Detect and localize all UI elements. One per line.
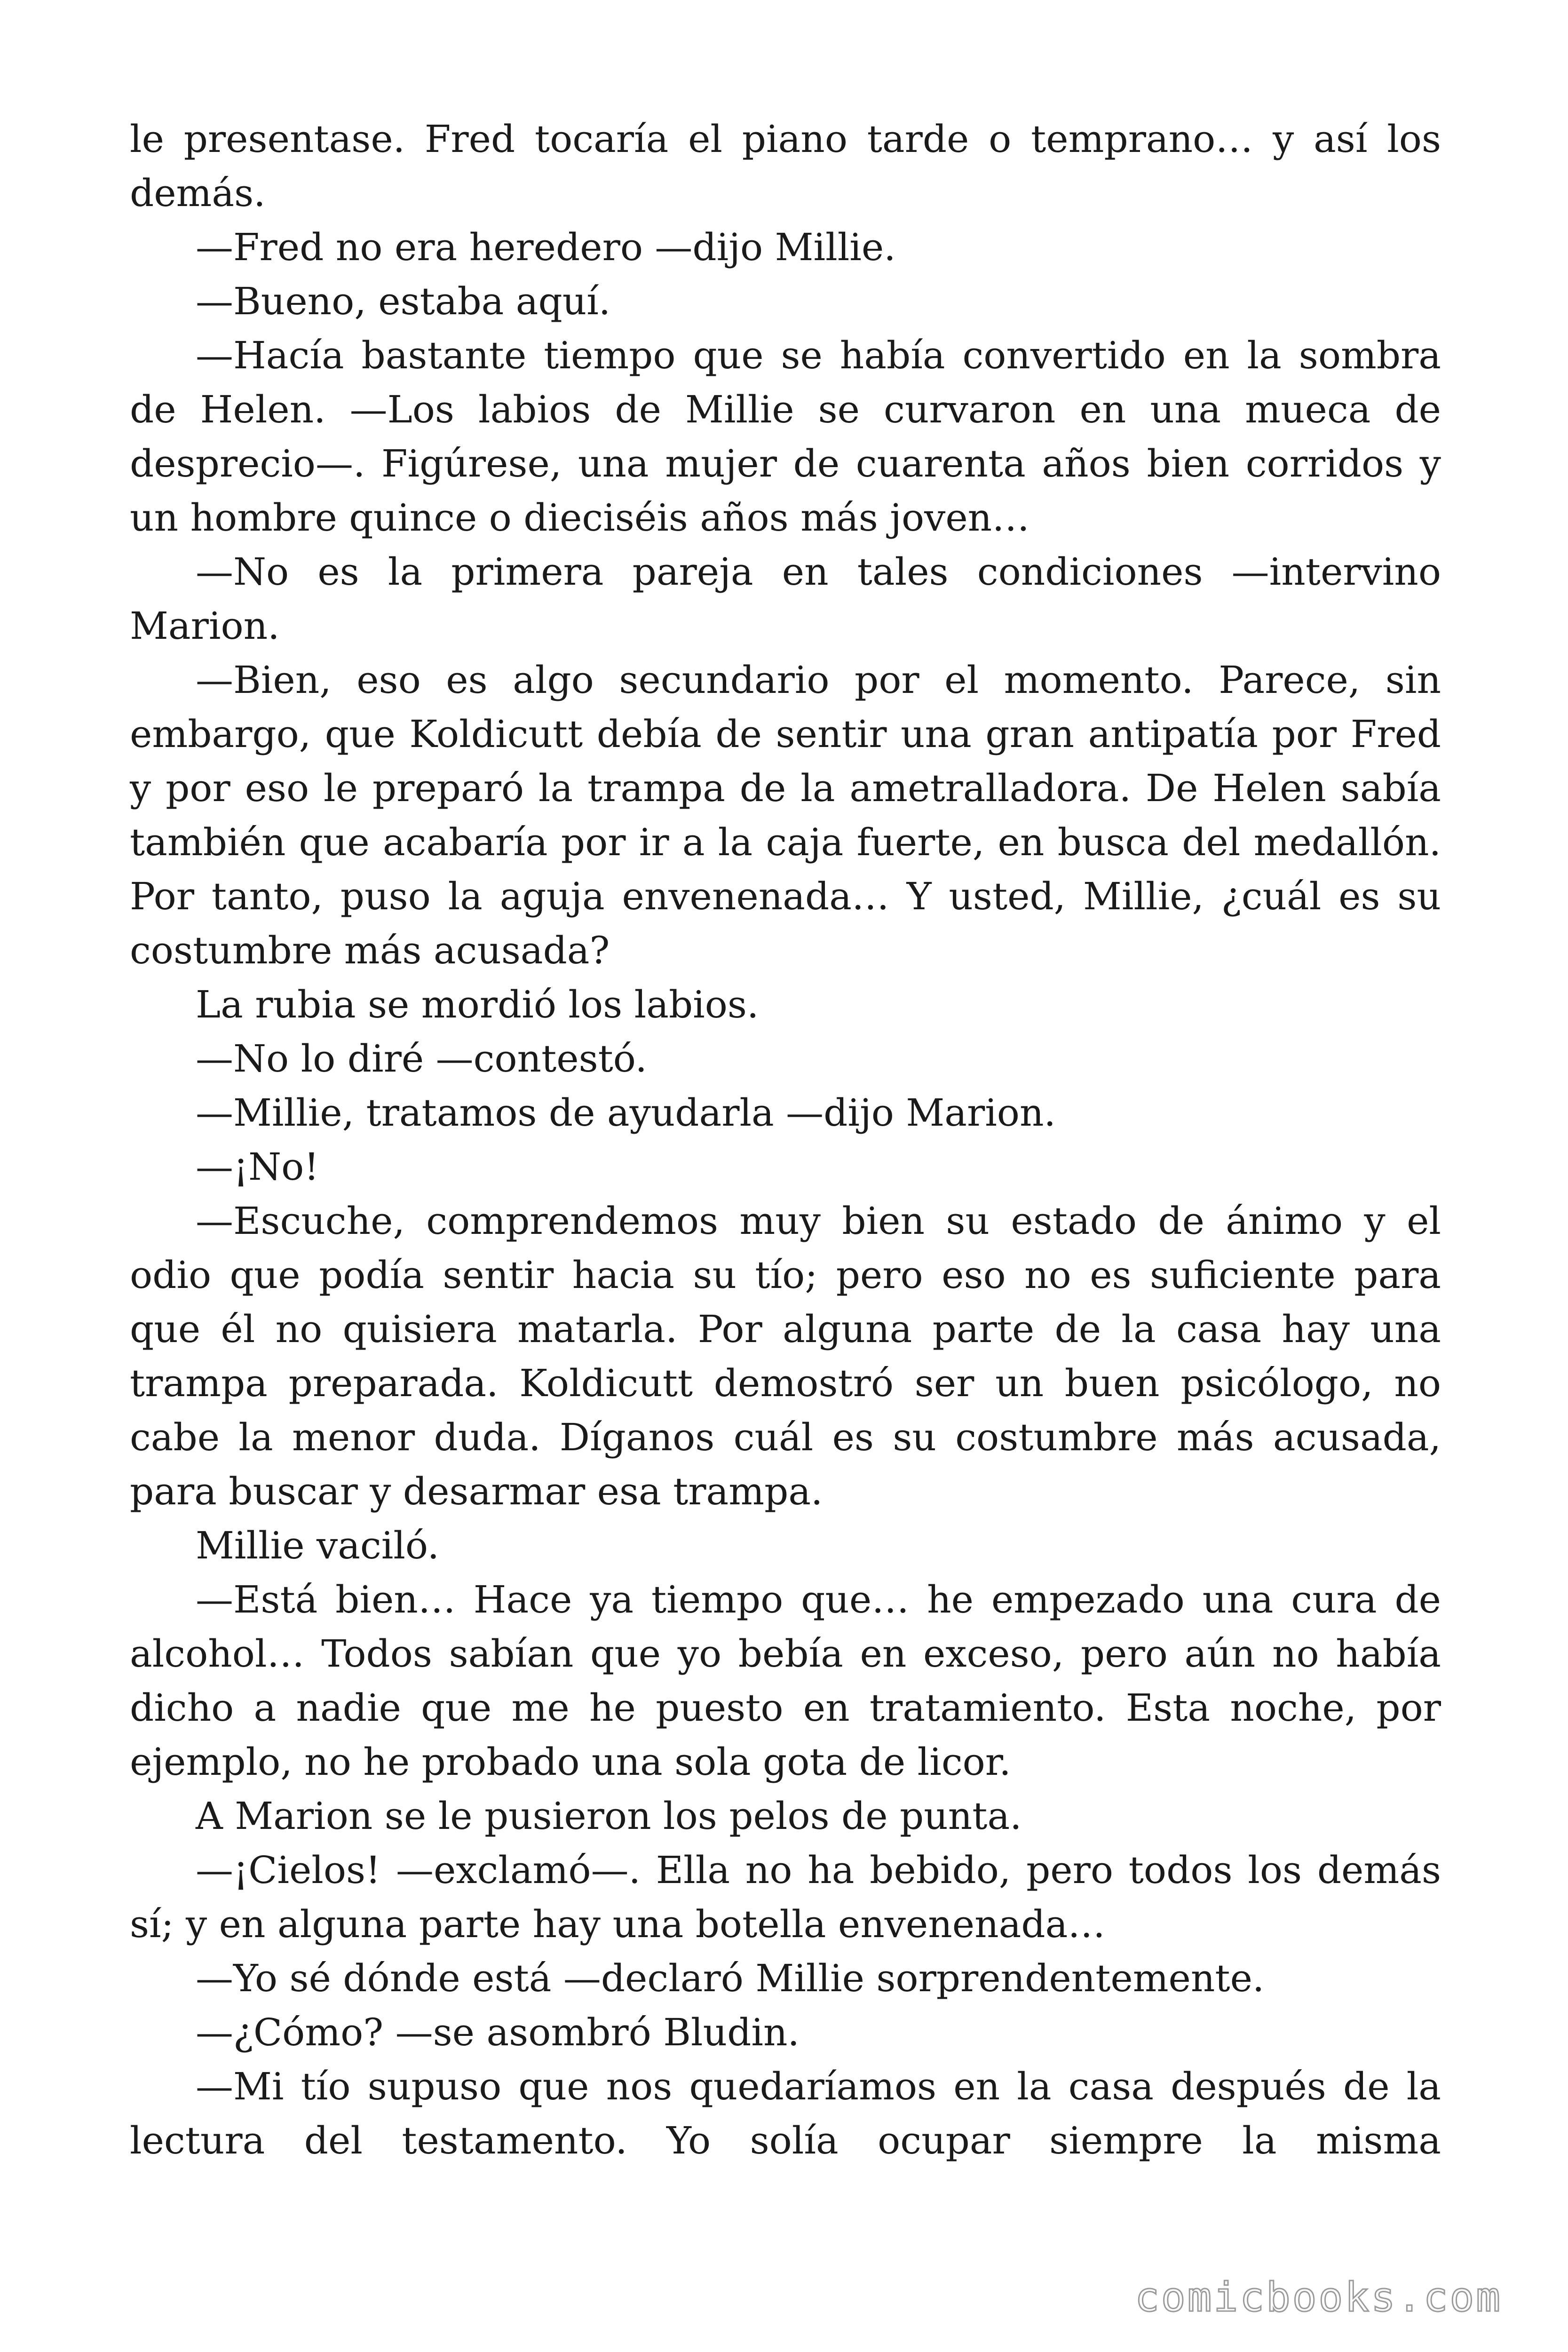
paragraph-17: —¿Cómo? —se asombró Bludin. bbox=[196, 2010, 800, 2054]
paragraph-11: —Escuche, comprendemos muy bien su estado de ánimo y el odio que podía sentir hacia su tío; pero eso no es suficiente para que él no quisiera matarla. Por alguna parte de la casa hay una trampa preparada. Koldicutt demostró ser un buen psicólogo, no cabe la menor duda. Díganos cuál es su costumbre más acusada, para buscar y desarmar esa trampa. bbox=[130, 1199, 1441, 1513]
paragraph-5: —No es la primera pareja en tales condiciones —intervino Marion. bbox=[130, 550, 1441, 648]
paragraph-4: —Hacía bastante tiempo que se había convertido en la sombra de Helen. —Los labios de Millie se curvaron en una mueca de desprecio—. Figúrese, una mujer de cuarenta años bien corridos y un hombre quince o dieciséis años más joven… bbox=[130, 334, 1441, 540]
paragraph-2: —Fred no era heredero —dijo Millie. bbox=[196, 225, 896, 269]
paragraph-6: —Bien, eso es algo secundario por el momento. Parece, sin embargo, que Koldicutt debía de sentir una gran antipatía por Fred y por eso le preparó la trampa de la ametralladora. De Helen sabía también que acabaría por ir a la caja fuerte, en busca del medallón. Por tanto, puso la aguja envenenada… Y usted, Millie, ¿cuál es su costumbre más acusada? bbox=[130, 658, 1441, 972]
paragraph-9: —Millie, tratamos de ayudarla —dijo Marion. bbox=[196, 1091, 1056, 1135]
paragraph-16: —Yo sé dónde está —declaró Millie sorprendentemente. bbox=[196, 1956, 1265, 2000]
paragraph-13: —Está bien… Hace ya tiempo que… he empezado una cura de alcohol… Todos sabían que yo bebía en exceso, pero aún no había dicho a nadie que me he puesto en tratamiento. Esta noche, por ejemplo, no he probado una sola gota de licor. bbox=[130, 1578, 1441, 1784]
paragraph-14: A Marion se le pusieron los pelos de punta. bbox=[196, 1794, 1022, 1838]
site-watermark: comicbooks.com bbox=[1135, 2274, 1502, 2321]
paragraph-7: La rubia se mordió los labios. bbox=[196, 983, 759, 1026]
paragraph-1: le presentase. Fred tocaría el piano tarde o temprano… y así los demás. bbox=[130, 117, 1441, 215]
paragraph-3: —Bueno, estaba aquí. bbox=[196, 279, 611, 323]
paragraph-15: —¡Cielos! —exclamó—. Ella no ha bebido, pero todos los demás sí; y en alguna parte hay una botella envenenada… bbox=[130, 1848, 1441, 1946]
paragraph-12: Millie vaciló. bbox=[196, 1524, 440, 1567]
paragraph-10: —¡No! bbox=[196, 1145, 319, 1189]
paragraph-8: —No lo diré —contestó. bbox=[196, 1037, 647, 1081]
paragraph-18: —Mi tío supuso que nos quedaríamos en la casa después de la lectura del testamento. Yo solía ocupar siempre la misma bbox=[130, 2065, 1441, 2162]
body-text bbox=[130, 112, 1441, 2168]
